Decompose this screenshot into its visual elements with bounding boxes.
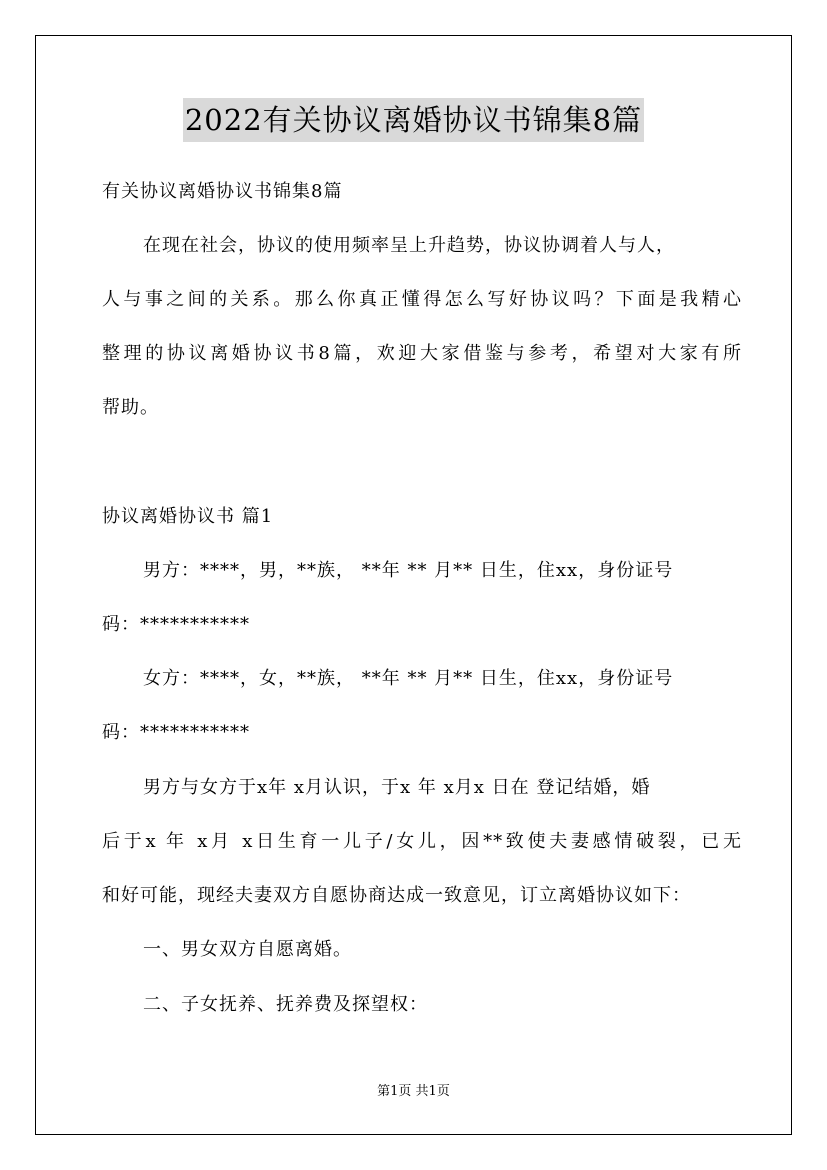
intro-line-4: 帮助。 — [102, 397, 159, 418]
female-party-line-2: 码：*********** — [102, 722, 250, 743]
intro-line-3: 整理的协议离婚协议书8篇，欢迎大家借鉴与参考，希望对大家有所 — [102, 343, 742, 364]
document-subtitle: 有关协议离婚协议书锦集8篇 — [102, 181, 343, 202]
female-party-line-1: 女方：****，女，**族， **年 ** 月** 日生，住xx，身份证号 — [143, 668, 674, 689]
intro-line-2: 人与事之间的关系。那么你真正懂得怎么写好协议吗？下面是我精心 — [102, 289, 742, 310]
page-footer: 第1页 共1页 — [377, 1084, 450, 1099]
agreement-item-1: 一、男女双方自愿离婚。 — [143, 939, 352, 960]
male-party-line-2: 码：*********** — [102, 614, 250, 635]
marriage-paragraph-line-2: 后于x 年 x月 x日生育一儿子/女儿，因**致使夫妻感情破裂，已无 — [102, 831, 742, 852]
section-heading: 协议离婚协议书 篇1 — [102, 506, 274, 527]
agreement-item-2: 二、子女抚养、抚养费及探望权： — [143, 994, 428, 1015]
marriage-paragraph-line-3: 和好可能，现经夫妻双方自愿协商达成一致意见，订立离婚协议如下： — [102, 885, 691, 906]
document-title-text: 2022有关协议离婚协议书锦集8篇 — [183, 98, 644, 142]
intro-line-1: 在现在社会，协议的使用频率呈上升趋势，协议协调着人与人， — [143, 235, 675, 256]
document-title — [0, 98, 827, 142]
male-party-line-1: 男方：****，男，**族， **年 ** 月** 日生，住xx，身份证号 — [143, 560, 674, 581]
marriage-paragraph-line-1: 男方与女方于x年 x月认识，于x 年 x月x 日在 登记结婚，婚 — [143, 777, 651, 798]
